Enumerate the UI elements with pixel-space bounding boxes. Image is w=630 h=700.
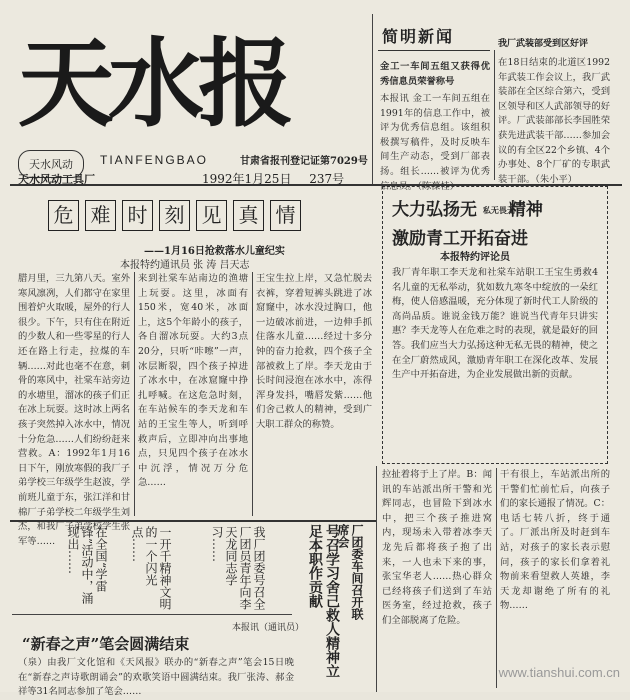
- masthead-title: 天水报: [18, 27, 288, 140]
- registration-number: 甘肃省报刊登记证第7029号: [240, 156, 368, 167]
- headline-char: 难: [85, 200, 116, 231]
- vertical-text-1: 在全国“学雷锋”活动中，涌现出……: [66, 526, 108, 605]
- main-column-2: 来到社棠车站南边的渔塘上玩耍。这里，冰面有150米，宽40米，冰面上，这5个年龄小的孩子，各自溜冰玩耍。大约3点20分，只听“咔嚓”一声，冰层断裂，四个孩子掉进了冰水中，在冰窟窿中挣扎呼喊。在这危急时刻，在车站候车的李天龙和车站的王宝生等人，听到呼救声后，立即冲向出事地点，只见四个孩子在冰水中沉浮，情况万分危急……: [138, 273, 248, 489]
- column-divider: [134, 272, 135, 516]
- main-subhead: ——1月16日抢救落水儿童纪实: [144, 246, 285, 257]
- date-text: 1992年1月25日: [202, 172, 292, 186]
- masthead-divider: [372, 14, 373, 184]
- briefs-right-headline: 我厂武装部受到区好评: [498, 39, 589, 49]
- brief-rule: [378, 50, 490, 51]
- headline-char: 危: [48, 200, 79, 231]
- issue-number: 237号: [309, 172, 345, 186]
- column-divider: [496, 468, 497, 688]
- editorial-title-b: 精神: [508, 200, 543, 220]
- section-divider: [376, 466, 377, 692]
- editorial-title-line2: 激励青工开拓奋进: [392, 229, 528, 249]
- editorial-title-line1: [392, 195, 543, 220]
- vertical-subhead: 厂团委车间召开联席会: [336, 524, 364, 620]
- bottom-headline: “新春之声”笔会圆满结束: [22, 635, 190, 653]
- column-divider: [252, 272, 253, 516]
- headline-char: 真: [233, 200, 264, 231]
- brief-left-text: 本报讯 金工一车间五组在1991年的信息工作中，被评为优秀信息组。该组积极撰写稿件，及时反映车间生产动态，受到厂部表扬。组长……被评为优秀信息员。（陈葆桂）: [380, 93, 490, 192]
- masthead-pinyin: TIANFENGBAO: [100, 153, 209, 167]
- editorial-title-a: 大力弘扬无: [392, 200, 477, 220]
- briefs-title: 简明新闻: [382, 27, 455, 46]
- main-column-1: 腊月里，三九第八天。室外寒风凛冽，人们都守在家里围着炉火取暖，屋外的行人很少。下午，只有住在附近的少数人和一些零星的行人还在路上行走，拉煤的车辆……对此也毫不在意，刺骨的寒风中，社棠车站旁边的水塘里，溜冰的孩子们正在冰上玩耍。这时冰上两名孩子突然掉入冰水中，情况十分危急……人们纷纷赶来营救。A：1992年1月16日下午，刚放寒假的我厂子弟学校三年级学生赵波，学前班儿童于东，张江洋和甘棉厂子弟学校二年级学生刘杰，和我厂子弟学校学生张军等……: [18, 273, 130, 547]
- site-watermark: www.tianshui.com.cn: [498, 665, 620, 680]
- main-byline: 本报特约通讯员 张 涛 吕天志: [120, 260, 250, 271]
- headline-char: 时: [122, 200, 153, 231]
- publisher-name: 天水风动工具厂: [18, 173, 95, 186]
- brief-right-text: 在18日结束的北道区1992年武装工作会议上，我厂武装部在全区综合第六，受到区领导和区人武部领导的好评。厂武装部部长李国胜荣获先进武装干部……参加会议的有全区22个乡镇、4个办事处、8个厂矿的专职武装干部。（朱小平）: [498, 57, 610, 185]
- vertical-text-2: 一开千精神文明的一个闪光点……: [130, 526, 172, 610]
- lower-right-column-2: 干有很上，车站派出所的干警们忙前忙后，向孩子们的家长通报了情况。C：电话七转八折，终于通了。厂派出所及时赶到车站，对孩子的家长表示慰问，孩子的家长们拿着礼物前来看望救人英雄，李天龙却谢绝了所有的礼物……: [500, 469, 610, 612]
- vertical-text-3: 我厂团委号召全厂团员青年向李天龙同志学习……: [210, 526, 266, 610]
- editorial-text: 我厂青年职工李天龙和社棠车站职工王宝生勇救4名儿童的无私举动，犹如数九寒冬中绽放的一朵红梅，使人倍感温暖，充分体现了新时代工人阶级的高尚品质。谁说金钱万能？谁说当代青年只讲实惠？李天龙等人在危难之时的表现，就是最好的回答。我们应当大力弘扬这种无私无畏的精神，使之在全厂蔚然成风，激励青年职工在深化改革、发展生产中开拓奋进，为企业发展做出新的贡献。: [392, 267, 598, 381]
- bottom-byline: 本报讯（通讯员）: [232, 623, 305, 633]
- headline-char: 刻: [159, 200, 190, 231]
- headline-char: 见: [196, 200, 227, 231]
- lower-right-column-1: 拉扯着将于上了岸。B：闻讯的车站派出所干警和光辉同志，也冒险下到冰水中，把三个孩子推进窝内，现场未入带着冰李天龙先后都将孩子抱了出来，一人也未下来的事，张宝华老人……热心群众已经将孩子们送到了车站医务室，经过抢救，孩子们全部脱离了危险。: [382, 469, 492, 626]
- bottom-text: （泉）由我厂文化馆和《天风报》联办的“新春之声”笔会15日晚在“新春之声诗歌朗诵会”的欢歌笑语中圆满结束。我厂张涛、郝金祥等31名同志参加了笔会……: [18, 657, 294, 698]
- headline-char: 情: [270, 200, 301, 231]
- main-column-3: 王宝生拉上岸，又急忙脱去衣裤，穿着短裤头跳进了冰窟窿中，冰水没过胸口，他一边破冰前进，一边伸手抓住落水儿童……经过十多分钟的奋力抢救，四个孩子全部被救上了岸。李天龙由于长时间浸泡在冰水中，冻得浑身发抖，嘴唇发紫……他们舍己救人的精神，受到广大职工群众的称赞。: [256, 273, 372, 430]
- bottom-rule: [12, 614, 292, 615]
- brief-divider: [494, 50, 495, 180]
- editorial-title-small: 私无畏无: [482, 205, 515, 215]
- brief-left-headline: 金工一车间五组又获得优秀信息员荣誉称号: [380, 61, 490, 87]
- editorial-byline: 本报特约评论员: [440, 252, 510, 263]
- factory-logo: 天水风动: [18, 150, 84, 178]
- vertical-headline: 号召学习舍己救人精神立足本职作贡献: [307, 524, 340, 678]
- section-rule: [10, 520, 376, 522]
- main-headline: [48, 200, 301, 231]
